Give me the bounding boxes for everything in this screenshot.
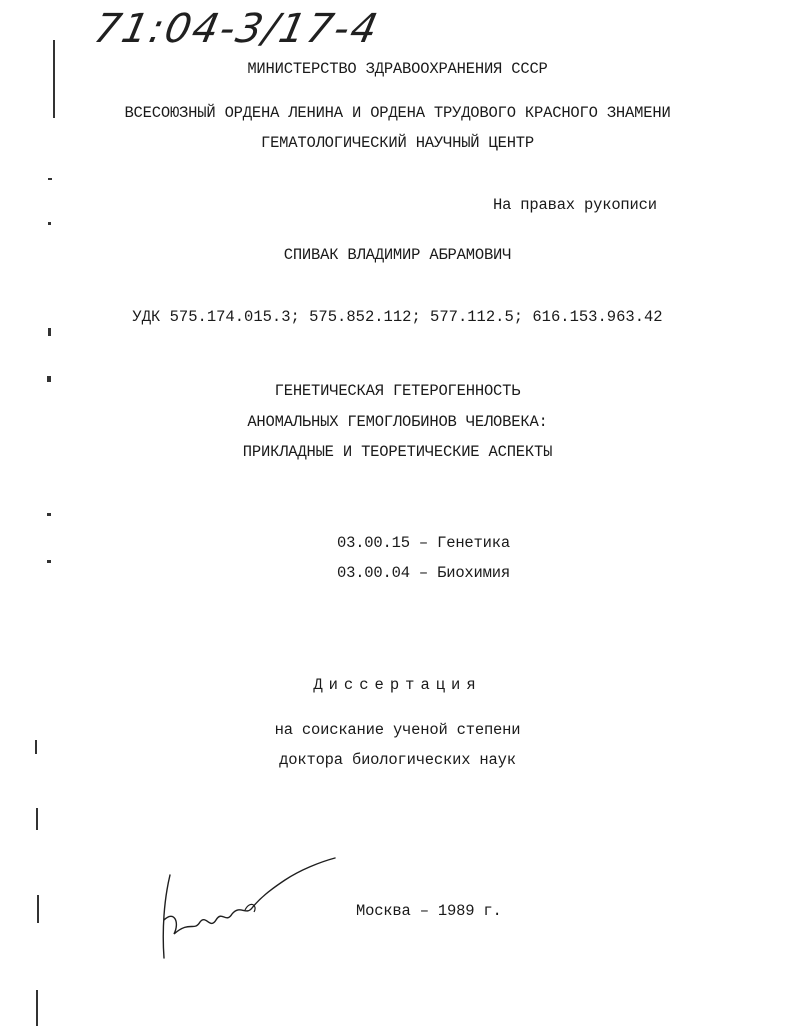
binding-mark: [53, 40, 55, 118]
manuscript-rights: На правах рукописи: [493, 196, 657, 214]
author-name: СПИВАК ВЛАДИМИР АБРАМОВИЧ: [283, 246, 512, 264]
ministry-heading: МИНИСТЕРСТВО ЗДРАВООХРАНЕНИЯ СССР: [247, 60, 548, 78]
title-line-1: ГЕНЕТИЧЕСКАЯ ГЕТЕРОГЕННОСТЬ: [274, 382, 521, 400]
edge-mark: [36, 808, 38, 830]
edge-mark: [47, 513, 51, 516]
edge-mark: [37, 895, 39, 923]
city-and-year: Москва – 1989 г.: [356, 902, 502, 920]
title-line-3: ПРИКЛАДНЫЕ И ТЕОРЕТИЧЕСКИЕ АСПЕКТЫ: [242, 443, 553, 461]
edge-mark: [48, 222, 51, 225]
specialty-genetics: 03.00.15 – Генетика: [337, 534, 510, 552]
edge-mark: [47, 376, 51, 382]
edge-mark: [48, 178, 52, 180]
degree-line-1: на соискание ученой степени: [274, 721, 521, 739]
title-line-2: АНОМАЛЬНЫХ ГЕМОГЛОБИНОВ ЧЕЛОВЕКА:: [247, 413, 548, 431]
edge-mark: [36, 990, 38, 1026]
edge-mark: [47, 560, 51, 563]
document-type: Диссертация: [313, 676, 482, 694]
institution-line-1: ВСЕСОЮЗНЫЙ ОРДЕНА ЛЕНИНА И ОРДЕНА ТРУДОВОГО КРАСНОГО ЗНАМЕНИ: [124, 104, 671, 122]
degree-line-2: доктора биологических наук: [279, 751, 516, 769]
call-number: 71:04-3/17-4: [90, 6, 384, 52]
edge-mark: [48, 328, 51, 336]
specialty-biochemistry: 03.00.04 – Биохимия: [337, 564, 510, 582]
handwritten-signature: [150, 850, 350, 970]
udk-codes: УДК 575.174.015.3; 575.852.112; 577.112.5; 616.153.963.42: [132, 308, 663, 326]
institution-line-2: ГЕМАТОЛОГИЧЕСКИЙ НАУЧНЫЙ ЦЕНТР: [260, 134, 535, 152]
edge-mark: [35, 740, 37, 754]
